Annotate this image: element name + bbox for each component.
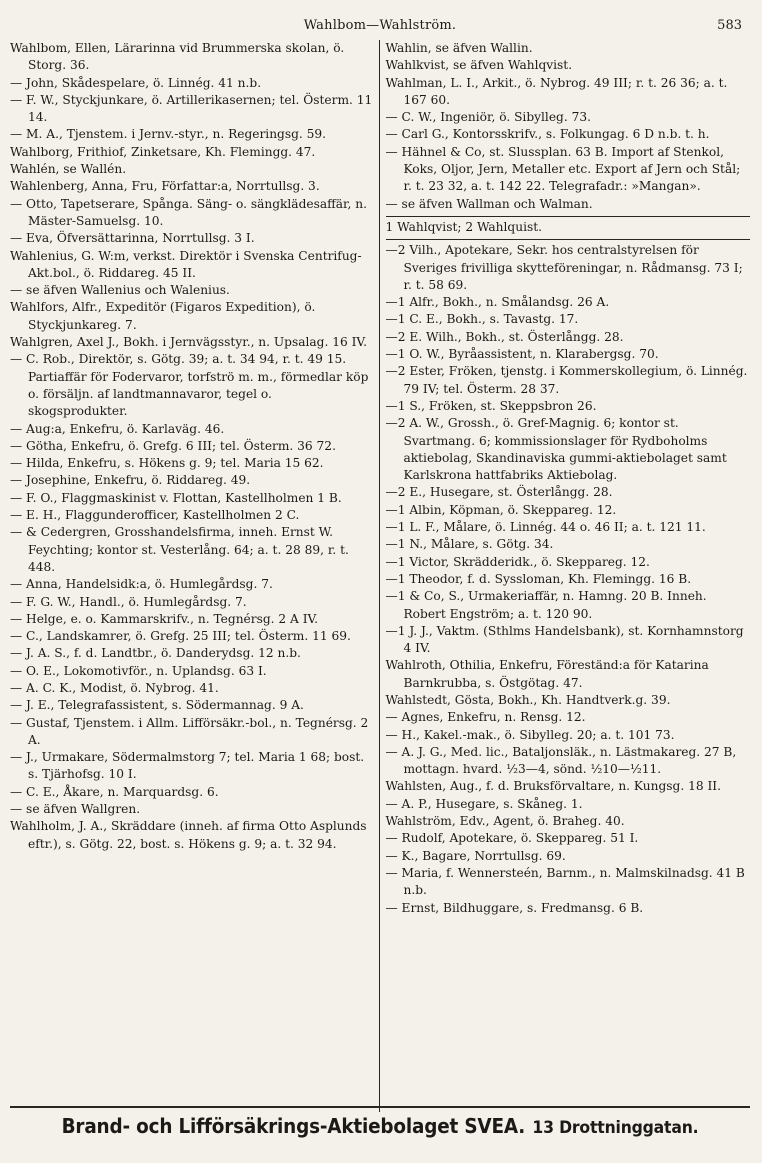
directory-entry: Wahlstedt, Gösta, Bokh., Kh. Handtverk.g. 39. xyxy=(385,692,671,707)
directory-entry: — A. C. K., Modist, ö. Nybrog. 41. xyxy=(10,680,219,695)
directory-entry: — J., Urmakare, Södermalmstorg 7; tel. Maria 1 68; bost. s. Tjärhofsg. 10 I. xyxy=(10,750,365,782)
running-title: Wahlbom—Wahlström. xyxy=(303,18,457,33)
directory-entry: — H., Kakel.-mak., ö. Sibylleg. 20; a. t. 101 73. xyxy=(385,727,675,742)
advertisement-address: 13 Drottninggatan. xyxy=(532,1118,699,1138)
directory-entry: — Josephine, Enkefru, ö. Riddareg. 49. xyxy=(10,473,251,488)
directory-entry: Wahlenberg, Anna, Fru, Författar:a, Norrtullsg. 3. xyxy=(10,179,320,194)
directory-entry: — C. Rob., Direktör, s. Götg. 39; a. t. 34 94, r. t. 49 15. Partiaffär för Fodervaror, torfströ m. m., förmedlar köp o. försäljn. af landtmannavaror, tegel o. skogsprodukter. xyxy=(10,352,369,419)
directory-entry: — John, Skådespelare, ö. Linnég. 41 n.b. xyxy=(10,75,262,90)
directory-entry: — Maria, f. Wennersteén, Barnm., n. Malmskilnadsg. 41 B n.b. xyxy=(385,865,745,898)
directory-entry: — se äfven Wallman och Walman. xyxy=(385,196,593,211)
directory-entry: — F. O., Flaggmaskinist v. Flottan, Kastellholmen 1 B. xyxy=(10,490,342,505)
directory-entry: — A. J. G., Med. lic., Bataljonsläk., n. Lästmakareg. 27 B, mottagn. hvard. ½3—4, sönd. ½10—½11. xyxy=(385,744,737,777)
right-column xyxy=(380,40,751,1112)
directory-entry: — E. H., Flaggunderofficer, Kastellholmen 2 C. xyxy=(10,508,300,523)
directory-entry: — Ernst, Bildhuggare, s. Fredmansg. 6 B. xyxy=(385,900,644,915)
directory-entry: Wahlén, se Wallén. xyxy=(10,162,127,177)
directory-entry: — O. E., Lokomotivför., n. Uplandsg. 63 I. xyxy=(10,663,267,678)
directory-entry: — & Cedergren, Grosshandelsfirma, inneh. Ernst W. Feychting; kontor st. Vesterlång. 64; a. t. 28 89, r. t. 448. xyxy=(10,525,349,574)
directory-entry: — C. E., Åkare, n. Marquardsg. 6. xyxy=(10,784,219,799)
directory-entry: —2 Vilh., Apotekare, Sekr. hos centralstyrelsen för Sveriges frivilliga skytteföreningar, n. Rådmansg. 73 I; r. t. 58 69. xyxy=(385,243,743,292)
directory-entry: Wahlholm, J. A., Skräddare (inneh. af firma Otto Asplunds eftr.), s. Götg. 22, bost. s. Hökens g. 9; a. t. 32 94. xyxy=(10,819,367,851)
directory-entry: — Gustaf, Tjenstem. i Allm. Lifförsäkr.-bol., n. Tegnérsg. 2 A. xyxy=(10,715,369,747)
directory-entry: Wahlsten, Aug., f. d. Bruksförvaltare, n. Kungsg. 18 II. xyxy=(385,779,721,794)
directory-entry: —1 Victor, Skrädderidk., ö. Skeppareg. 12. xyxy=(385,554,650,569)
directory-entry: — Eva, Öfversättarinna, Norrtullsg. 3 I. xyxy=(10,231,255,246)
directory-entry: — Götha, Enkefru, ö. Grefg. 6 III; tel. Österm. 36 72. xyxy=(10,438,336,453)
page-header xyxy=(10,14,750,40)
right-column-main xyxy=(386,242,751,917)
directory-entry: — Hähnel & Co, st. Slussplan. 63 B. Import af Stenkol, Koks, Oljor, Jern, Metaller etc. Export af Jern och Stål; r. t. 23 32, a. t. 142 22. Telegrafadr.: »Mangan». xyxy=(385,144,741,194)
directory-entry: — Carl G., Kontorsskrifv., s. Folkungag. 6 D n.b. t. h. xyxy=(385,127,710,142)
directory-entry: — K., Bagare, Norrtullsg. 69. xyxy=(385,848,566,863)
directory-entry: —1 & Co, S., Urmakeriaffär, n. Hamng. 20 B. Inneh. Robert Engström; a. t. 120 90. xyxy=(385,589,707,621)
directory-entry: Wahlgren, Axel J., Bokh. i Jernvägsstyr., n. Upsalag. 16 IV. xyxy=(10,335,367,350)
directory-entry: —2 Ester, Fröken, tjenstg. i Kommerskollegium, ö. Linnég. 79 IV; tel. Österm. 28 37. xyxy=(385,364,748,396)
directory-entry: Wahlbom, Ellen, Lärarinna vid Brummerska skolan, ö. Storg. 36. xyxy=(10,41,345,73)
directory-entry: —1 S., Fröken, st. Skeppsbron 26. xyxy=(385,398,597,413)
directory-entry: — F. G. W., Handl., ö. Humlegårdsg. 7. xyxy=(10,594,247,609)
directory-entry: — C. W., Ingeniör, ö. Sibylleg. 73. xyxy=(385,110,591,125)
directory-entry: — M. A., Tjenstem. i Jernv.-styr., n. Regeringsg. 59. xyxy=(10,127,327,142)
directory-entry: —1 C. E., Bokh., s. Tavastg. 17. xyxy=(385,312,579,327)
advertisement-footer xyxy=(40,1114,721,1138)
directory-page xyxy=(10,14,750,1138)
directory-entry: Wahlfors, Alfr., Expeditör (Figaros Expedition), ö. Styckjunkareg. 7. xyxy=(10,300,316,332)
directory-entry: — Helge, e. o. Kammarskrifv., n. Tegnérsg. 2 A IV. xyxy=(10,611,319,626)
section-divider xyxy=(386,216,751,217)
directory-entry: Wahlkvist, se äfven Wahlqvist. xyxy=(385,58,573,73)
right-column-top xyxy=(386,40,751,213)
directory-entry: Wahlman, L. I., Arkit., ö. Nybrog. 49 III; r. t. 26 36; a. t. 167 60. xyxy=(385,75,728,107)
footer-rule xyxy=(10,1106,750,1108)
directory-entry: —1 N., Målare, s. Götg. 34. xyxy=(385,537,554,552)
directory-entry: Wahlin, se äfven Wallin. xyxy=(385,41,533,55)
directory-entry: Wahlborg, Frithiof, Zinketsare, Kh. Flemingg. 47. xyxy=(10,144,316,159)
directory-entry: —1 Theodor, f. d. Syssloman, Kh. Flemingg. 16 B. xyxy=(385,571,692,586)
directory-entry: — Hilda, Enkefru, s. Hökens g. 9; tel. Maria 15 62. xyxy=(10,456,324,471)
directory-entry: — Aug:a, Enkefru, ö. Karlaväg. 46. xyxy=(10,421,225,436)
directory-entry: — se äfven Wallgren. xyxy=(10,802,141,817)
advertisement-text: Brand- och Lifförsäkrings-Aktiebolaget SVEA. xyxy=(61,1114,526,1138)
directory-entry: — J. E., Telegrafassistent, s. Södermannag. 9 A. xyxy=(10,698,304,713)
directory-entry: —2 A. W., Grossh., ö. Gref-Magnig. 6; kontor st. Svartmang. 6; kommissionslager för Rydboholms aktiebolag, Skandinaviska gummi-aktiebolaget samt Karlskrona hattfabriks Aktiebolag. xyxy=(385,416,727,483)
directory-entry: —1 J. J., Vaktm. (Sthlms Handelsbank), st. Kornhamnstorg 4 IV. xyxy=(385,623,744,656)
directory-entry: — F. W., Styckjunkare, ö. Artillerikasernen; tel. Österm. 11 14. xyxy=(10,92,373,125)
directory-entry: — Otto, Tapetserare, Spånga. Säng- o. sängklädesaffär, n. Mäster-Samuelsg. 10. xyxy=(10,196,367,228)
page-number: 583 xyxy=(717,18,742,33)
directory-entry: — J. A. S., f. d. Landtbr., ö. Danderydsg. 12 n.b. xyxy=(10,646,301,661)
directory-entry: — Rudolf, Apotekare, ö. Skeppareg. 51 I. xyxy=(385,831,639,846)
variant-spelling-note: 1 Wahlqvist; 2 Wahlquist. xyxy=(385,219,543,234)
directory-entry: — C., Landskamrer, ö. Grefg. 25 III; tel. Österm. 11 69. xyxy=(10,629,351,644)
directory-entry: —2 E. Wilh., Bokh., st. Österlångg. 28. xyxy=(385,329,624,344)
section-divider xyxy=(386,239,751,240)
directory-entry: Wahlenius, G. W:m, verkst. Direktör i Svenska Centrifug-Akt.bol., ö. Riddareg. 45 II. xyxy=(10,248,362,280)
directory-entry: —1 O. W., Byråassistent, n. Klarabergsg. 70. xyxy=(385,347,659,362)
directory-entry: — A. P., Husegare, s. Skåneg. 1. xyxy=(385,796,583,811)
left-column xyxy=(10,40,380,1112)
directory-entry: —1 Alfr., Bokh., n. Smålandsg. 26 A. xyxy=(385,295,610,310)
columns xyxy=(10,40,750,1112)
directory-entry: Wahlroth, Othilia, Enkefru, Föreständ:a för Katarina Barnkrubba, s. Östgötag. 47. xyxy=(385,658,709,690)
directory-entry: —1 Albin, Köpman, ö. Skeppareg. 12. xyxy=(385,502,617,517)
directory-entry: —2 E., Husegare, st. Österlångg. 28. xyxy=(385,485,613,500)
directory-entry: — Anna, Handelsidk:a, ö. Humlegårdsg. 7. xyxy=(10,577,273,592)
directory-entry: —1 L. F., Målare, ö. Linnég. 44 o. 46 II; a. t. 121 11. xyxy=(385,520,706,535)
directory-entry: — Agnes, Enkefru, n. Rensg. 12. xyxy=(385,710,586,725)
directory-entry: Wahlström, Edv., Agent, ö. Braheg. 40. xyxy=(385,814,625,829)
directory-entry: — se äfven Wallenius och Walenius. xyxy=(10,283,230,298)
